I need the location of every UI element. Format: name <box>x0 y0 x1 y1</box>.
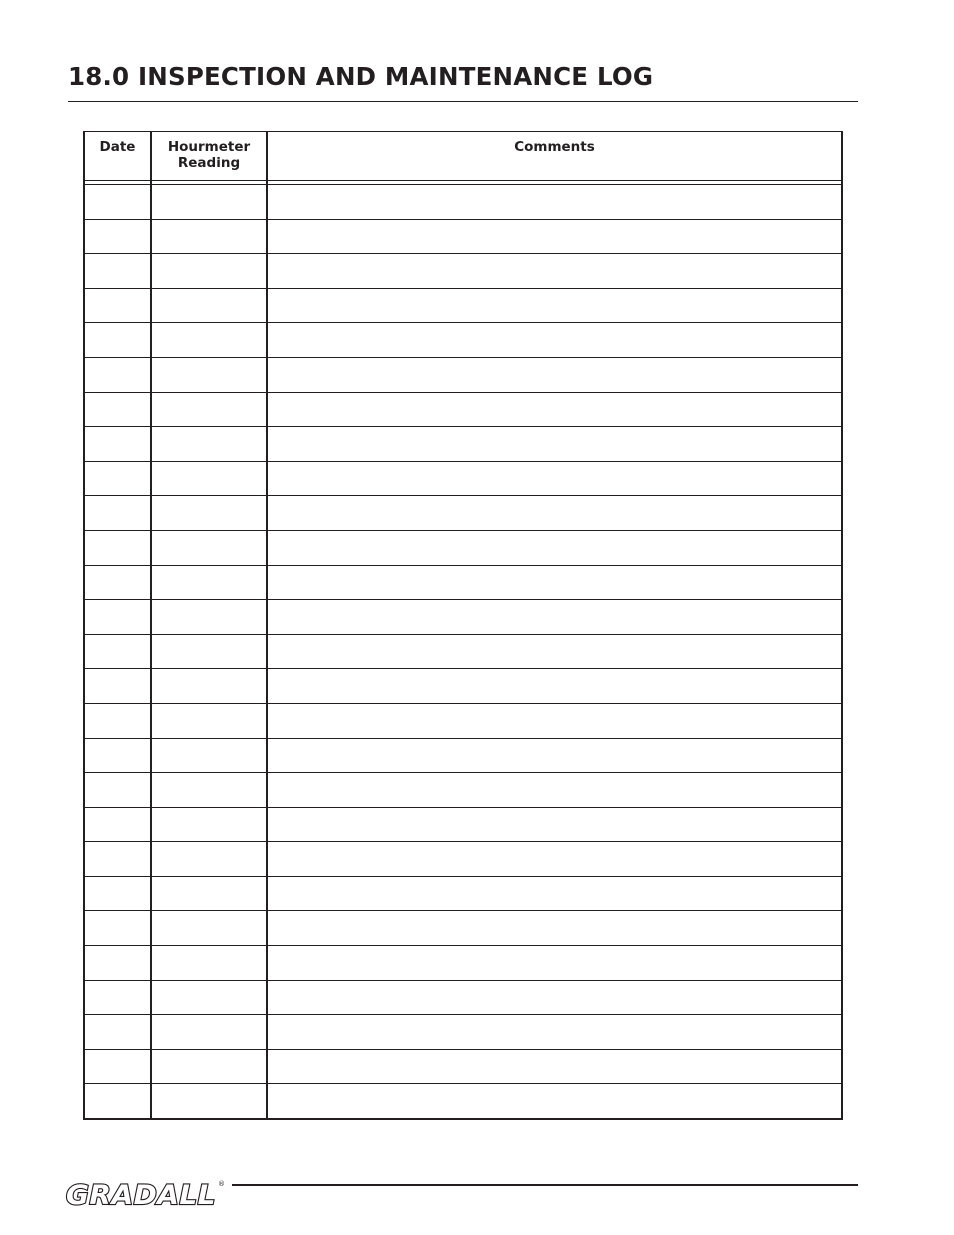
hourmeter-cell[interactable] <box>151 980 267 1015</box>
hourmeter-cell[interactable] <box>151 634 267 669</box>
comments-cell[interactable] <box>267 842 842 877</box>
table-row <box>84 254 842 289</box>
comments-cell[interactable] <box>267 392 842 427</box>
column-header-comments <box>267 132 842 181</box>
date-cell[interactable] <box>84 496 151 531</box>
hourmeter-cell[interactable] <box>151 461 267 496</box>
gradall-logo-icon <box>64 1174 226 1210</box>
date-cell[interactable] <box>84 773 151 808</box>
table-row <box>84 773 842 808</box>
table-row <box>84 1084 842 1119</box>
hourmeter-cell[interactable] <box>151 876 267 911</box>
comments-cell[interactable] <box>267 323 842 358</box>
table-row <box>84 461 842 496</box>
date-cell[interactable] <box>84 392 151 427</box>
date-cell[interactable] <box>84 669 151 704</box>
table-row <box>84 185 842 220</box>
table-row <box>84 323 842 358</box>
table-row <box>84 703 842 738</box>
date-cell[interactable] <box>84 185 151 220</box>
date-cell[interactable] <box>84 738 151 773</box>
table-row <box>84 357 842 392</box>
date-cell[interactable] <box>84 842 151 877</box>
hourmeter-cell[interactable] <box>151 946 267 981</box>
table-row <box>84 738 842 773</box>
comments-cell[interactable] <box>267 288 842 323</box>
registered-mark: ® <box>218 1180 225 1188</box>
hourmeter-cell[interactable] <box>151 842 267 877</box>
table-row <box>84 980 842 1015</box>
hourmeter-cell[interactable] <box>151 773 267 808</box>
comments-cell[interactable] <box>267 1049 842 1084</box>
table-row <box>84 1049 842 1084</box>
comments-cell[interactable] <box>267 600 842 635</box>
date-cell[interactable] <box>84 357 151 392</box>
column-header-hourmeter-reading <box>151 132 267 181</box>
hourmeter-cell[interactable] <box>151 600 267 635</box>
log-table-body <box>84 181 842 1120</box>
column-header-comments-label: Comments <box>514 139 595 155</box>
date-cell[interactable] <box>84 980 151 1015</box>
table-row <box>84 219 842 254</box>
hourmeter-cell[interactable] <box>151 1015 267 1050</box>
table-row <box>84 842 842 877</box>
comments-cell[interactable] <box>267 530 842 565</box>
table-row <box>84 669 842 704</box>
date-cell[interactable] <box>84 703 151 738</box>
table-row <box>84 600 842 635</box>
comments-cell[interactable] <box>267 1084 842 1119</box>
date-cell[interactable] <box>84 1084 151 1119</box>
hourmeter-cell[interactable] <box>151 288 267 323</box>
hourmeter-cell[interactable] <box>151 1049 267 1084</box>
date-cell[interactable] <box>84 1015 151 1050</box>
title-divider <box>68 101 858 102</box>
comments-cell[interactable] <box>267 946 842 981</box>
table-row <box>84 427 842 462</box>
table-row <box>84 565 842 600</box>
date-cell[interactable] <box>84 323 151 358</box>
comments-cell[interactable] <box>267 669 842 704</box>
comments-cell[interactable] <box>267 807 842 842</box>
comments-cell[interactable] <box>267 254 842 289</box>
table-row <box>84 946 842 981</box>
table-row <box>84 634 842 669</box>
hourmeter-cell[interactable] <box>151 219 267 254</box>
inspection-log-table <box>83 131 843 1120</box>
page-title: 18.0 INSPECTION AND MAINTENANCE LOG <box>68 62 654 91</box>
table-row <box>84 530 842 565</box>
hourmeter-cell[interactable] <box>151 738 267 773</box>
table-row <box>84 1015 842 1050</box>
comments-cell[interactable] <box>267 565 842 600</box>
date-cell[interactable] <box>84 254 151 289</box>
table-row <box>84 392 842 427</box>
hourmeter-cell[interactable] <box>151 185 267 220</box>
column-header-date-label: Date <box>99 139 136 155</box>
column-header-hourmeter-line2: Reading <box>177 155 241 171</box>
date-cell[interactable] <box>84 876 151 911</box>
table-row <box>84 807 842 842</box>
hourmeter-cell[interactable] <box>151 530 267 565</box>
date-cell[interactable] <box>84 219 151 254</box>
date-cell[interactable] <box>84 911 151 946</box>
table-row <box>84 911 842 946</box>
comments-cell[interactable] <box>267 876 842 911</box>
hourmeter-cell[interactable] <box>151 254 267 289</box>
comments-cell[interactable] <box>267 773 842 808</box>
hourmeter-cell[interactable] <box>151 496 267 531</box>
column-header-date <box>84 132 151 181</box>
date-cell[interactable] <box>84 1049 151 1084</box>
hourmeter-cell[interactable] <box>151 392 267 427</box>
table-row <box>84 876 842 911</box>
date-cell[interactable] <box>84 807 151 842</box>
date-cell[interactable] <box>84 634 151 669</box>
comments-cell[interactable] <box>267 427 842 462</box>
footer-divider <box>232 1184 858 1186</box>
date-cell[interactable] <box>84 946 151 981</box>
hourmeter-cell[interactable] <box>151 427 267 462</box>
hourmeter-cell[interactable] <box>151 565 267 600</box>
table-row <box>84 496 842 531</box>
date-cell[interactable] <box>84 530 151 565</box>
column-header-hourmeter-line1: Hourmeter <box>167 139 251 155</box>
comments-cell[interactable] <box>267 357 842 392</box>
comments-cell[interactable] <box>267 911 842 946</box>
hourmeter-cell[interactable] <box>151 357 267 392</box>
date-cell[interactable] <box>84 288 151 323</box>
comments-cell[interactable] <box>267 185 842 220</box>
hourmeter-cell[interactable] <box>151 703 267 738</box>
comments-cell[interactable] <box>267 703 842 738</box>
hourmeter-cell[interactable] <box>151 669 267 704</box>
brand-wordmark: GRADALL <box>66 1180 216 1210</box>
comments-cell[interactable] <box>267 461 842 496</box>
date-cell[interactable] <box>84 600 151 635</box>
comments-cell[interactable] <box>267 738 842 773</box>
comments-cell[interactable] <box>267 219 842 254</box>
date-cell[interactable] <box>84 461 151 496</box>
hourmeter-cell[interactable] <box>151 1084 267 1119</box>
hourmeter-cell[interactable] <box>151 323 267 358</box>
hourmeter-cell[interactable] <box>151 911 267 946</box>
date-cell[interactable] <box>84 427 151 462</box>
comments-cell[interactable] <box>267 496 842 531</box>
hourmeter-cell[interactable] <box>151 807 267 842</box>
date-cell[interactable] <box>84 565 151 600</box>
table-row <box>84 288 842 323</box>
comments-cell[interactable] <box>267 980 842 1015</box>
table-header-row <box>84 132 842 181</box>
comments-cell[interactable] <box>267 1015 842 1050</box>
comments-cell[interactable] <box>267 634 842 669</box>
